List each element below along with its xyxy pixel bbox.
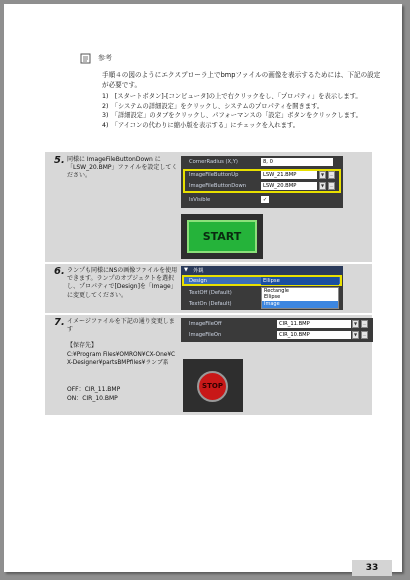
property-value[interactable]: LSW_20.BMP: [261, 182, 317, 190]
document-page: [4, 4, 402, 572]
property-name: ImageFileOff: [189, 321, 222, 327]
step-number: 7.: [54, 317, 65, 328]
property-name: TextOn (Default): [189, 301, 232, 307]
dropdown-option[interactable]: Rectangle: [264, 288, 289, 294]
property-name: ImageFileOn: [189, 332, 222, 338]
save-location-label: 【保存先】: [67, 342, 98, 349]
dropdown-option-selected[interactable]: Image: [262, 301, 338, 308]
design-select[interactable]: Ellipse: [261, 277, 339, 285]
panel-header: [181, 266, 343, 275]
note-step: 4) 「アイコンの代わりに縮小版を表示する」にチェックを入れます。: [102, 121, 300, 129]
visible-checkbox[interactable]: ✓: [262, 197, 268, 203]
note-title: 参考: [98, 54, 112, 62]
property-name: ImageFileButtonDown: [189, 183, 247, 189]
chevron-down-icon[interactable]: ▼: [184, 267, 188, 273]
property-name: CornerRadius (X,Y): [189, 159, 238, 165]
property-row: [181, 195, 343, 206]
property-panel-7: [181, 318, 373, 342]
property-row: [181, 319, 373, 330]
dropdown-button[interactable]: ▼: [353, 321, 358, 326]
stop-lamp-preview: [183, 359, 243, 412]
note-step: 2) 「システムの詳細設定」をクリックし、システムのプロパティを開きます。: [102, 102, 324, 110]
save-location-path: C:¥Program Files¥OMRON¥CX-One¥CX-Designer¥partsBMPfiles¥ランプ系: [67, 352, 176, 367]
dropdown-option[interactable]: Ellipse: [264, 294, 281, 300]
property-value[interactable]: CIR_11.BMP: [277, 320, 351, 328]
browse-button[interactable]: …: [329, 183, 334, 188]
property-name: IsVisible: [189, 197, 211, 203]
property-value[interactable]: 8, 0: [261, 158, 333, 166]
start-button: START: [187, 220, 257, 253]
design-dropdown-list[interactable]: [261, 287, 339, 309]
dropdown-button[interactable]: ▼: [320, 172, 325, 177]
browse-button[interactable]: …: [362, 321, 367, 326]
property-value[interactable]: CIR_10.BMP: [277, 331, 351, 339]
property-panel-5: [181, 156, 343, 208]
step-text: ランプも同様にNSの画像ファイルを使用できます。ランプのオブジェクトを選択し、プロパティで[Design]を「Image」に変更してください。: [67, 267, 178, 299]
stop-lamp: STOP: [197, 371, 228, 402]
divider: [45, 263, 372, 264]
start-button-preview: [181, 214, 263, 259]
page-number: 33: [352, 560, 392, 576]
off-file-line: OFF：CIR_11.BMP: [67, 386, 121, 393]
note-step: 1) [スタートボタン]-[コンピュータ]の上で右クリックをし、「プロパティ」を表示します。: [102, 93, 362, 100]
property-row: [181, 276, 343, 287]
dropdown-button[interactable]: ▼: [320, 183, 325, 188]
property-panel-6: [181, 266, 343, 310]
property-name: TextOff (Default): [189, 290, 232, 296]
dropdown-button[interactable]: ▼: [353, 332, 358, 337]
note-intro: 手順４の図のようにエクスプローラ上でbmpファイルの画像を表示するためには、下記の設定が必要です。: [102, 71, 381, 89]
divider: [45, 314, 372, 315]
step-number: 6.: [54, 266, 65, 277]
property-name: ImageFileButtonUp: [189, 172, 239, 178]
property-row: [181, 157, 343, 168]
property-value[interactable]: LSW_21.BMP: [261, 171, 317, 179]
note-step: 3) 「詳細設定」のタブをクリックし、パフォーマンスの「設定」ボタンをクリックします。: [102, 112, 362, 120]
on-file-line: ON：CIR_10.BMP: [67, 395, 118, 402]
step-text: イメージファイルを下記の通り変更します: [67, 318, 175, 334]
browse-button[interactable]: …: [329, 172, 334, 177]
step-number: 5.: [54, 155, 65, 166]
note-steps: [102, 92, 384, 130]
property-name: Design: [189, 278, 207, 284]
property-row: [181, 170, 343, 181]
note-icon: [80, 53, 93, 64]
property-row: [181, 330, 373, 341]
property-row: [181, 181, 343, 192]
step-text: 同様に ImageFileButtonDown に「LSW_20.BMP」ファイルを設定してください。: [67, 156, 178, 180]
panel-header-label: 外観: [193, 268, 204, 274]
browse-button[interactable]: …: [362, 332, 367, 337]
